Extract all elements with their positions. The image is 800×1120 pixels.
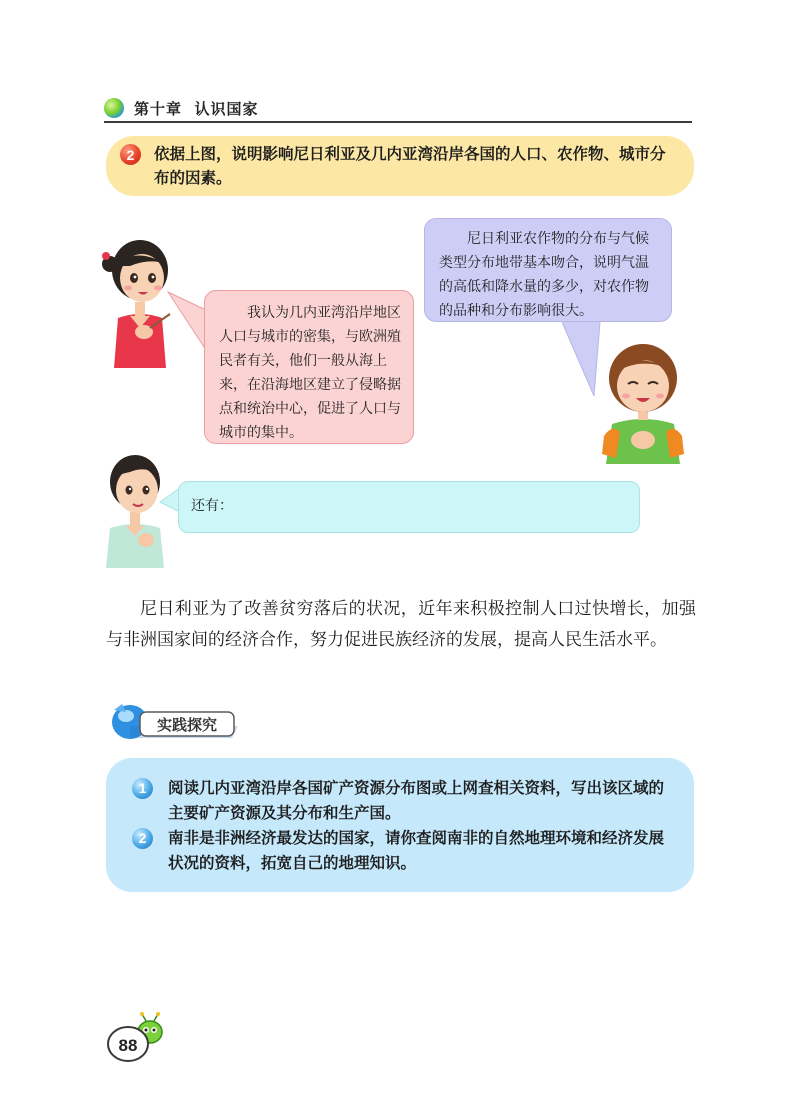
question-box [106,136,694,196]
short-hair-girl-illustration [598,340,688,464]
question-number-badge: 2 [120,144,141,165]
globe-icon [104,98,124,118]
header-rule [104,121,692,123]
practice-item-1-badge: 1 [132,778,153,799]
chapter-title: 认识国家 [194,99,259,118]
practice-item-1 [132,776,672,826]
page-number [106,1012,166,1064]
practice-item-2 [132,826,672,876]
pink-bubble-tail [166,290,208,370]
speech-bubble-pink: 我认为几内亚湾沿岸地区人口与城市的密集，与欧洲殖民者有关，他们一般从海上来，在沿海地区建立了侵略据点和统治中心，促进了人口与城市的集中。 [204,290,414,444]
chapter-number: 第十章 [134,99,183,118]
practice-item-1-text: 阅读几内亚湾沿岸各国矿产资源分布图或上网查相关资料，写出该区域的主要矿产资源及其分布和生产国。 [168,779,665,822]
page-number-text: 88 [118,1036,138,1055]
speech-bubble-cyan: 还有： [178,481,640,533]
body-paragraph: 尼日利亚为了改善贫穷落后的状况，近年来积极控制人口过快增长，加强与非洲国家间的经济合作，努力促进民族经济的发展，提高人民生活水平。 [106,599,696,650]
speech-bubble-blue: 尼日利亚农作物的分布与气候类型分布地带基本吻合，说明气温的高低和降水量的多少，对农作物的品种和分布影响很大。 [424,218,672,322]
chapter-header [104,95,258,121]
question-text: 依据上图，说明影响尼日利亚及几内亚湾沿岸各国的人口、农作物、城市分布的因素。 [154,145,666,187]
practice-box [106,758,694,892]
practice-section-title [108,700,240,742]
practice-title-text: 实践探究 [156,716,218,734]
practice-item-2-text: 南非是非洲经济最发达的国家，请你查阅南非的自然地理环境和经济发展状况的资料，拓宽自己的地理知识。 [168,829,665,872]
practice-item-2-badge: 2 [132,828,153,849]
